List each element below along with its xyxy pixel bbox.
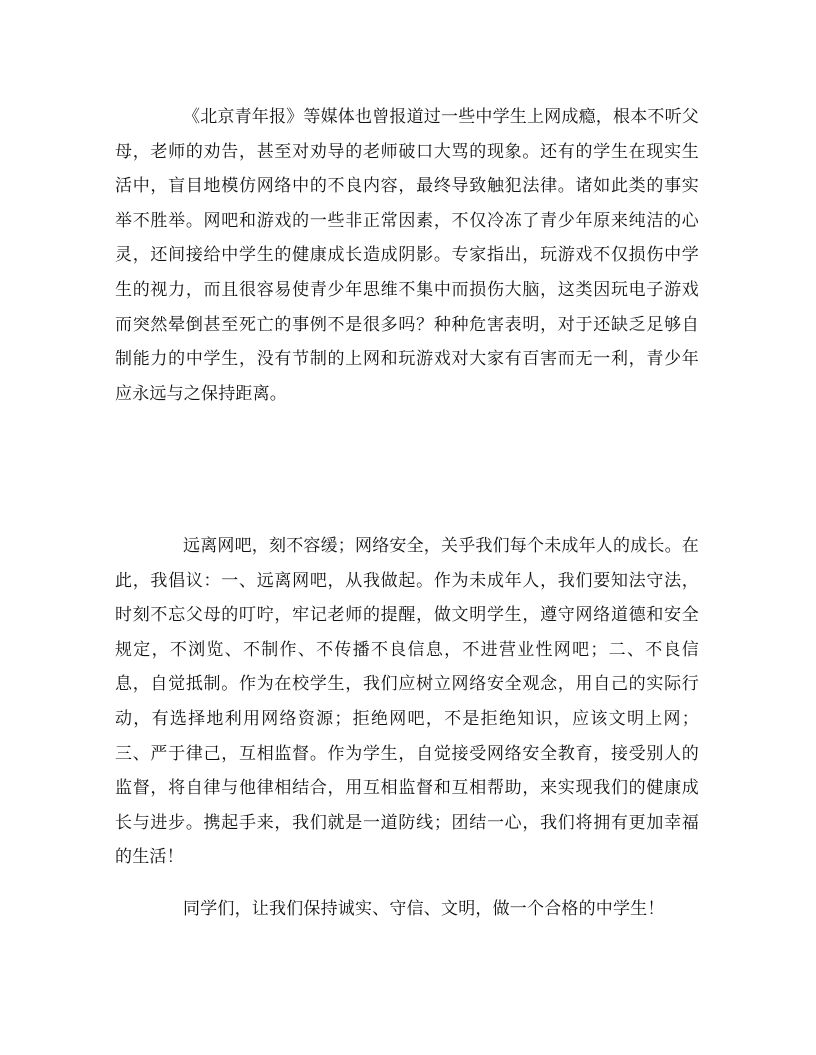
body-paragraph-2: 远离网吧，刻不容缓；网络安全，关乎我们每个未成年人的成长。在此，我倡议：一、远离网吧，从我做起。作为未成年人，我们要知法守法，时刻不忘父母的叮咛，牢记老师的提醒，做文明学生，遵守网络道德和安全规定，不浏览、不制作、不传播不良信息，不进营业性网吧；二、不良信息，自觉抵制。作为在校学生，我们应树立网络安全观念，用自己的实际行动，有选择地利用网络资源；拒绝网吧，不是拒绝知识，应该文明上网；三、严于律己，互相监督。作为学生，自觉接受网络安全教育，接受别人的监督，将自律与他律相结合，用互相监督和互相帮助，来实现我们的健康成长与进步。携起手来，我们就是一道防线；团结一心，我们将拥有更加幸福的生活！ [115, 536, 699, 868]
body-paragraph-1: 《北京青年报》等媒体也曾报道过一些中学生上网成瘾，根本不听父母，老师的劝告，甚至对劝导的老师破口大骂的现象。还有的学生在现实生活中，盲目地模仿网络中的不良内容，最终导致触犯法律。诸如此类的事实举不胜举。网吧和游戏的一些非正常因素，不仅冷冻了青少年原来纯洁的心灵，还间接给中学生的健康成长造成阴影。专家指出，玩游戏不仅损伤中学生的视力，而且很容易使青少年思维不集中而损伤大脑，这类因玩电子游戏而突然晕倒甚至死亡的事例不是很多吗？种种危害表明，对于还缺乏足够自制能力的中学生，没有节制的上网和玩游戏对大家有百害而无一利，青少年应永远与之保持距离。 [115, 107, 699, 404]
closing-paragraph: 同学们，让我们保持诚实、守信、文明，做一个合格的中学生！ [183, 899, 665, 919]
